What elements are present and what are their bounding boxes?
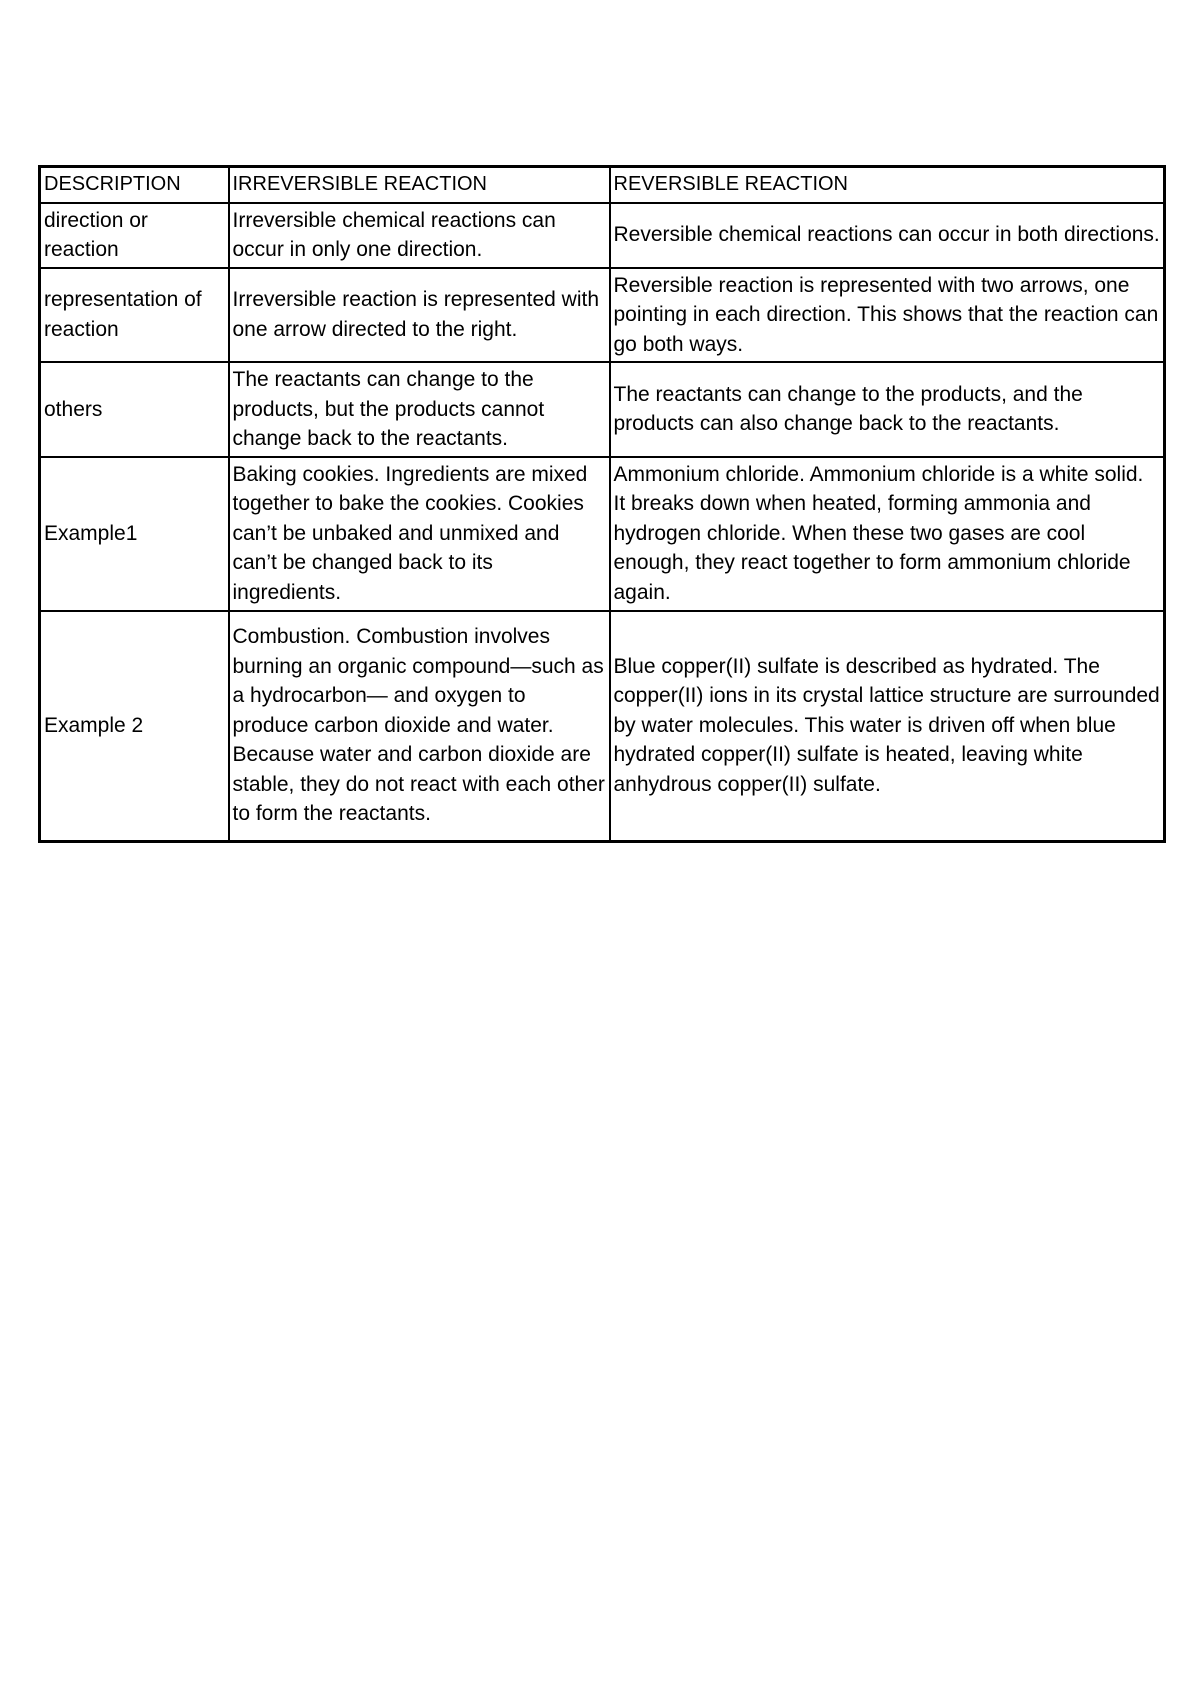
reaction-comparison-table xyxy=(38,165,1166,843)
table-row xyxy=(40,268,1165,363)
table-row xyxy=(40,203,1165,268)
header-irreversible: IRREVERSIBLE REACTION xyxy=(229,167,610,203)
row-reversible-cell: Reversible chemical reactions can occur in both directions. xyxy=(610,203,1165,268)
row-description-cell: Example1 xyxy=(40,457,229,611)
table-row xyxy=(40,457,1165,611)
table-row xyxy=(40,362,1165,457)
row-reversible-cell: Blue copper(II) sulfate is described as hydrated. The copper(II) ions in its crystal lattice structure are surrounded by water molecules. This water is driven off when blue hydrated copper(II) sulfate is heated, leaving white anhydrous copper(II) sulfate. xyxy=(610,611,1165,842)
row-irreversible-cell: Baking cookies. Ingredients are mixed together to bake the cookies. Cookies can’t be unbaked and unmixed and can’t be changed back to its ingredients. xyxy=(229,457,610,611)
row-reversible-cell: Reversible reaction is represented with two arrows, one pointing in each direction. This shows that the reaction can go both ways. xyxy=(610,268,1165,363)
table-row xyxy=(40,611,1165,842)
row-description-cell: direction or reaction xyxy=(40,203,229,268)
row-irreversible-cell: Irreversible chemical reactions can occur in only one direction. xyxy=(229,203,610,268)
row-description-cell: others xyxy=(40,362,229,457)
header-reversible: REVERSIBLE REACTION xyxy=(610,167,1165,203)
header-description: DESCRIPTION xyxy=(40,167,229,203)
row-irreversible-cell: The reactants can change to the products, but the products cannot change back to the reactants. xyxy=(229,362,610,457)
table-header-row xyxy=(40,167,1165,203)
row-reversible-cell: Ammonium chloride. Ammonium chloride is a white solid. It breaks down when heated, forming ammonia and hydrogen chloride. When these two gases are cool enough, they react together to form ammonium chloride again. xyxy=(610,457,1165,611)
row-description-cell: Example 2 xyxy=(40,611,229,842)
row-irreversible-cell: Combustion. Combustion involves burning an organic compound—such as a hydrocarbon— and oxygen to produce carbon dioxide and water. Because water and carbon dioxide are stable, they do not react with each other to form the reactants. xyxy=(229,611,610,842)
row-irreversible-cell: Irreversible reaction is represented with one arrow directed to the right. xyxy=(229,268,610,363)
row-description-cell: representation of reaction xyxy=(40,268,229,363)
row-reversible-cell: The reactants can change to the products, and the products can also change back to the reactants. xyxy=(610,362,1165,457)
